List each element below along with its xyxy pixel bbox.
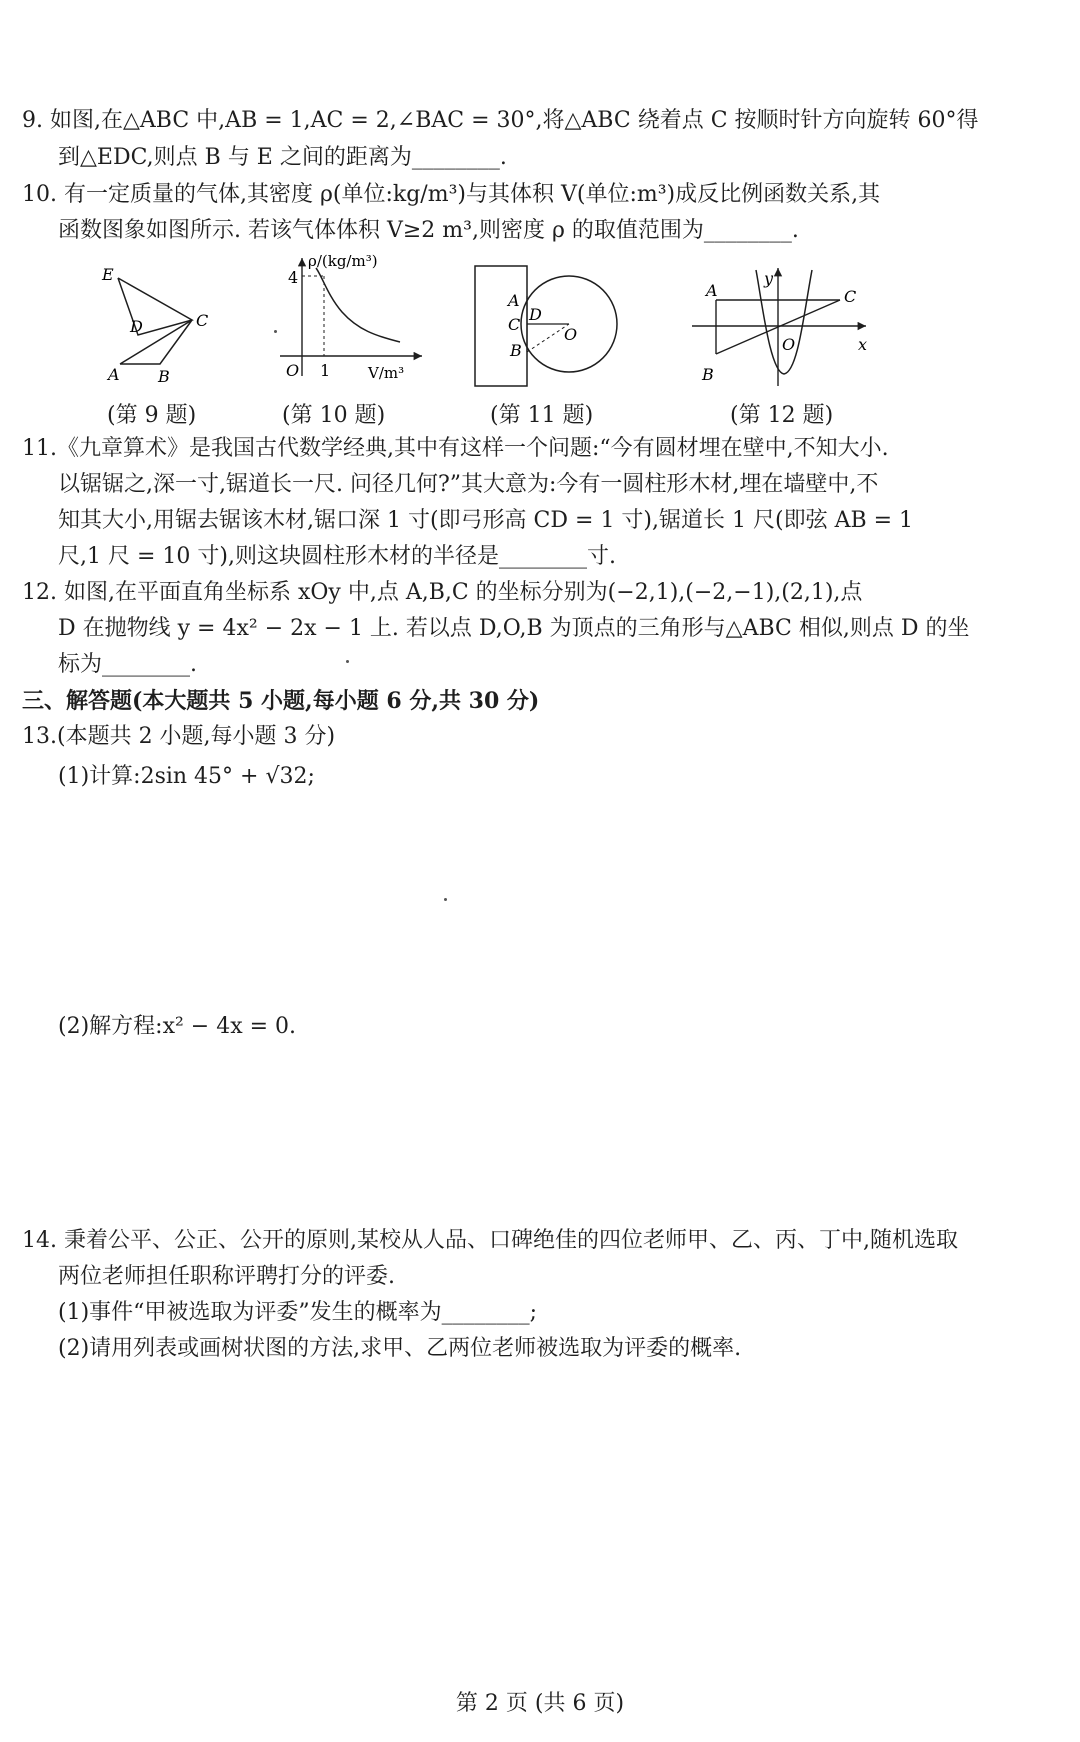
caption-fig11: (第 11 题) <box>490 403 594 428</box>
q12-line-3: 标为________. <box>58 652 197 677</box>
q14-part-2: (2)请用列表或画树状图的方法,求甲、乙两位老师被选取为评委的概率. <box>58 1336 742 1361</box>
q11-line-3: 知其大小,用锯去锯该木材,锯口深 1 寸(即弓形高 CD = 1 寸),锯道长 1 尺(即弦 AB = 1 <box>58 508 914 533</box>
y-axis-label: ρ/(kg/m³) <box>308 252 378 270</box>
q13-intro: 13.(本题共 2 小题,每小题 3 分) <box>22 724 336 749</box>
origin-label: O <box>286 361 300 380</box>
q14-part-1: (1)事件“甲被选取为评委”发生的概率为________; <box>58 1300 538 1325</box>
scan-dot <box>274 330 277 333</box>
q10-line-2: 函数图象如图所示. 若该气体体积 V≥2 m³,则密度 ρ 的取值范围为________. <box>58 218 799 243</box>
q11-line-4: 尺,1 尺 = 10 寸),则这块圆柱形木材的半径是________寸. <box>58 544 616 569</box>
label-C: C <box>844 287 857 306</box>
label-x: x <box>858 335 868 354</box>
q11-line-2: 以锯锯之,深一寸,锯道长一尺. 问径几何?”其大意为:今有一圆柱形木材,埋在墙壁中,不 <box>58 472 879 497</box>
caption-fig12: (第 12 题) <box>730 403 834 428</box>
figure-10 <box>272 250 432 390</box>
figure-9 <box>90 258 230 388</box>
label-C: C <box>196 311 209 330</box>
q10-line-1: 10. 有一定质量的气体,其密度 ρ(单位:kg/m³)与其体积 V(单位:m³)成反比例函数关系,其 <box>22 182 881 207</box>
figure-11 <box>472 262 632 392</box>
label-A: A <box>108 365 120 384</box>
y-tick: 4 <box>288 268 299 287</box>
label-A: A <box>508 291 520 310</box>
label-A: A <box>706 281 718 300</box>
page-footer: 第 2 页 (共 6 页) <box>455 1691 625 1716</box>
label-E: E <box>102 265 114 284</box>
label-y: y <box>764 269 774 288</box>
scan-dot <box>444 898 447 901</box>
caption-fig10: (第 10 题) <box>282 403 386 428</box>
label-C: C <box>508 315 521 334</box>
q12-line-2: D 在抛物线 y = 4x² − 2x − 1 上. 若以点 D,O,B 为顶点的三角形与△ABC 相似,则点 D 的坐 <box>58 616 970 641</box>
label-O: O <box>564 325 578 344</box>
label-D: D <box>529 305 542 324</box>
label-O: O <box>782 335 796 354</box>
q12-line-1: 12. 如图,在平面直角坐标系 xOy 中,点 A,B,C 的坐标分别为(−2,1),(−2,−1),(2,1),点 <box>22 580 863 605</box>
label-B: B <box>158 367 170 386</box>
label-B: B <box>702 365 714 384</box>
q14-line-1: 14. 秉着公平、公正、公开的原则,某校从人品、口碑绝佳的四位老师甲、乙、丙、丁中,随机选取 <box>22 1228 958 1253</box>
x-axis-label: V/m³ <box>368 364 405 382</box>
label-D: D <box>130 317 143 336</box>
q14-line-2: 两位老师担任职称评聘打分的评委. <box>58 1264 395 1289</box>
q9-line-1: 9. 如图,在△ABC 中,AB = 1,AC = 2,∠BAC = 30°,将△ABC 绕着点 C 按顺时针方向旋转 60°得 <box>22 108 979 133</box>
section-3-title: 三、解答题(本大题共 5 小题,每小题 6 分,共 30 分) <box>22 688 540 714</box>
q11-line-1: 11.《九章算术》是我国古代数学经典,其中有这样一个问题:“今有圆材埋在壁中,不知大小. <box>22 436 889 461</box>
caption-fig9: (第 9 题) <box>107 403 197 428</box>
label-B: B <box>510 341 522 360</box>
figure-12 <box>688 262 888 392</box>
scan-dot <box>346 660 349 663</box>
inverse-curve <box>316 268 400 342</box>
q13-part-1: (1)计算:2sin 45° + √32; <box>58 764 315 789</box>
q13-part-2: (2)解方程:x² − 4x = 0. <box>58 1014 297 1039</box>
q9-line-2: 到△EDC,则点 B 与 E 之间的距离为________. <box>58 145 507 170</box>
x-tick: 1 <box>320 361 331 380</box>
